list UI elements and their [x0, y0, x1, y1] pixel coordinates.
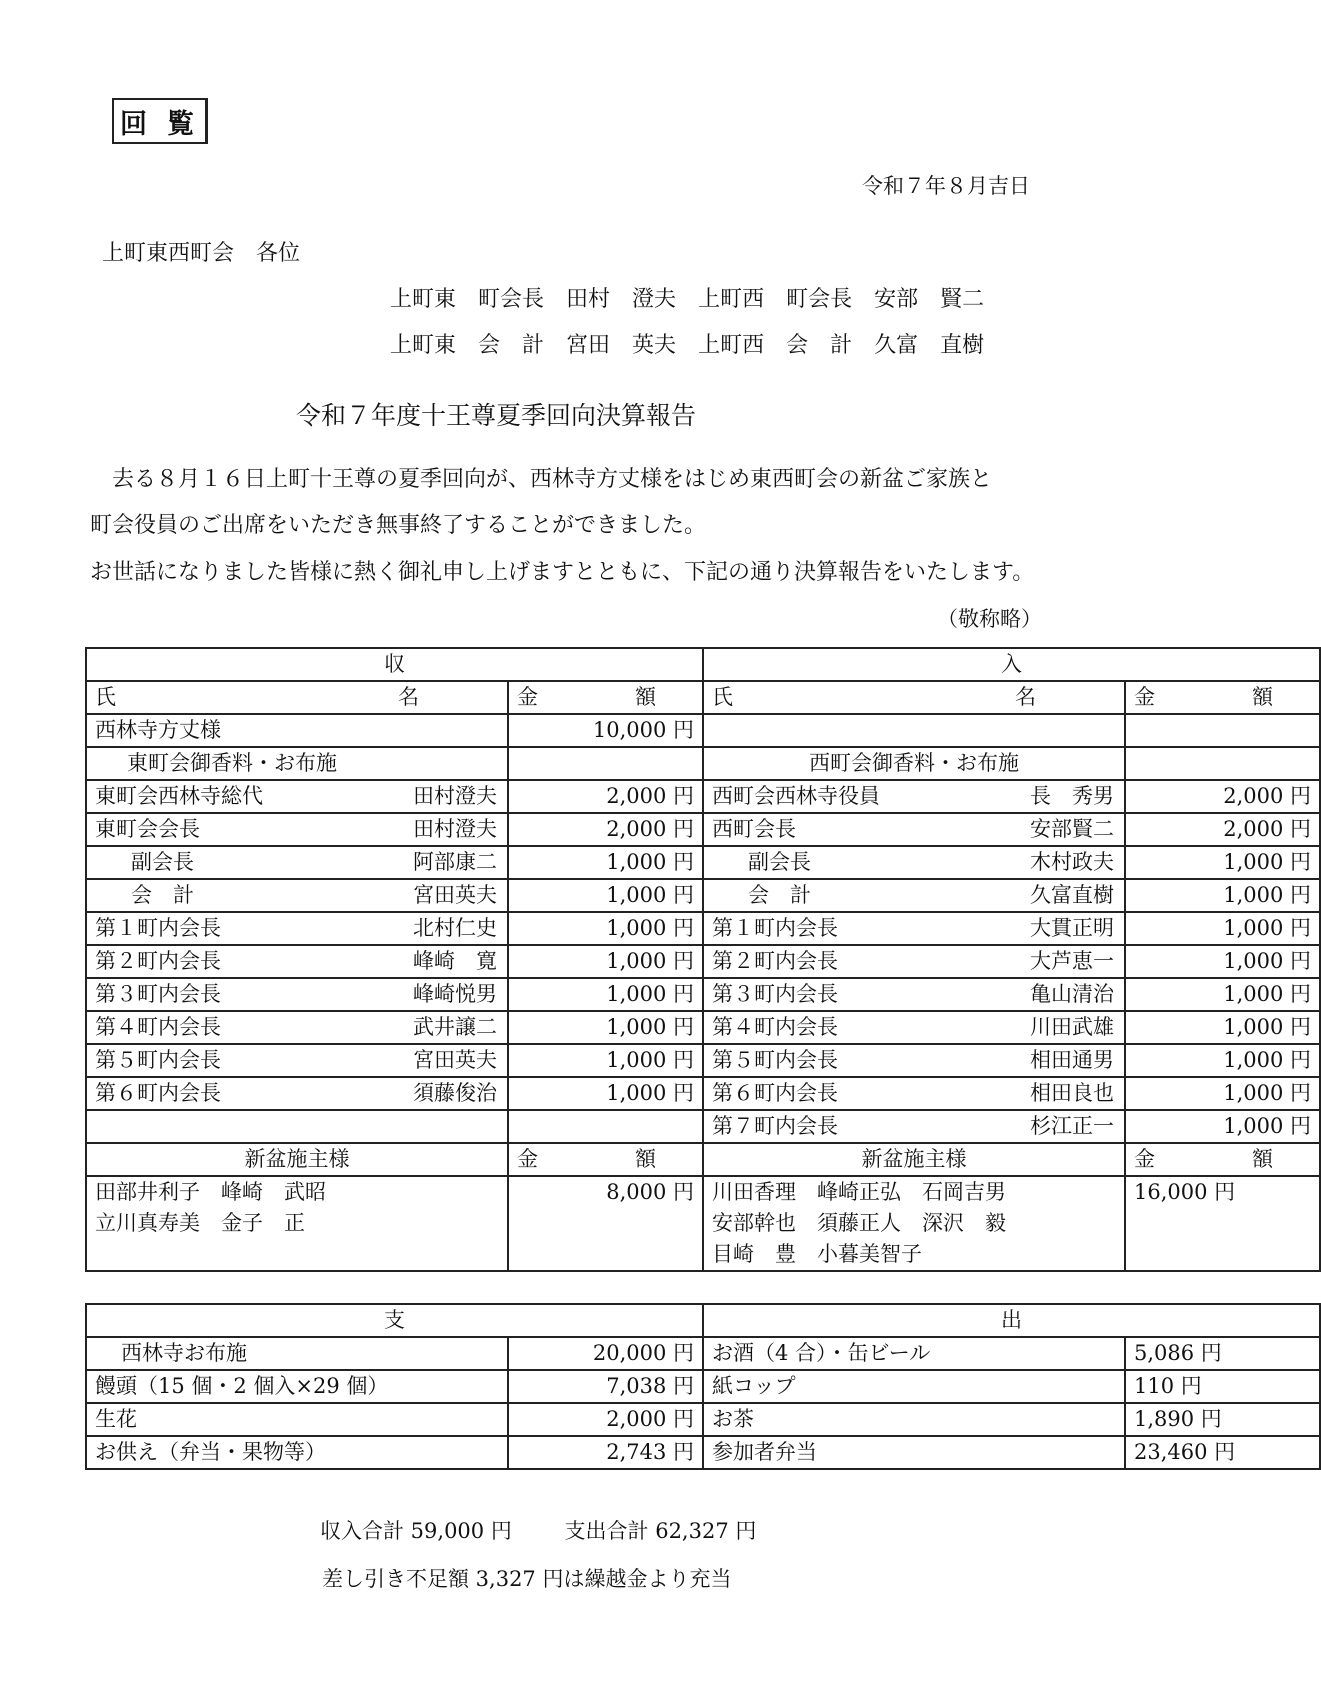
donor-role: 東町会西林寺総代 — [95, 784, 263, 808]
table-row — [86, 846, 1320, 879]
empty-cell — [1125, 747, 1320, 780]
east-donor-amount: 1,000 円 — [508, 978, 703, 1011]
west-donor-amount: 1,000 円 — [1125, 1044, 1320, 1077]
table-row — [86, 1011, 1320, 1044]
west-donor-cell — [703, 912, 1125, 945]
east-donor-amount: 1,000 円 — [508, 912, 703, 945]
table-row — [86, 1110, 1320, 1143]
sender-field: 久富 — [874, 333, 919, 358]
west-donor-cell — [703, 813, 1125, 846]
west-donor-cell — [703, 1077, 1125, 1110]
expense-item: お茶 — [703, 1403, 1125, 1436]
expense-title-left: 支 — [86, 1304, 703, 1337]
recipient: 上町東西町会 各位 — [102, 241, 301, 266]
donor-name: 田村澄夫 — [413, 784, 497, 808]
donor-role: 第３町内会長 — [95, 982, 221, 1006]
east-donor-amount: 1,000 円 — [508, 1044, 703, 1077]
east-donor-cell — [86, 846, 508, 879]
sender-field: 直樹 — [940, 333, 985, 358]
col-header-name: 氏 名 — [86, 681, 508, 714]
east-donor-amount: 2,000 円 — [508, 813, 703, 846]
expense-amount: 23,460 円 — [1125, 1436, 1320, 1469]
donor-rows — [86, 780, 1320, 1143]
sender-field: 上町西 — [698, 333, 765, 358]
donor-name: 峰崎悦男 — [413, 982, 497, 1006]
empty-cell — [508, 747, 703, 780]
empty-cell — [1125, 714, 1320, 747]
sender-field: 田村 — [566, 287, 611, 312]
donor-name: 長 秀男 — [1030, 784, 1114, 808]
donor-name: 宮田英夫 — [413, 883, 497, 907]
sender-field: 宮田 — [566, 333, 611, 358]
sender-field: 澄夫 — [632, 287, 677, 312]
expense-item: 参加者弁当 — [703, 1436, 1125, 1469]
east-donor-cell — [86, 780, 508, 813]
donor-name: 杉江正一 — [1030, 1114, 1114, 1138]
donor-name: 相田通男 — [1030, 1048, 1114, 1072]
east-donor-cell — [86, 1044, 508, 1077]
sender-field: 賢二 — [940, 287, 985, 312]
newbon-name-line: 安部幹也 須藤正人 深沢 毅 — [712, 1211, 1006, 1235]
donor-name: 宮田英夫 — [413, 1048, 497, 1072]
newbon-heading: 新盆施主様 — [703, 1143, 1125, 1176]
expense-title-row — [86, 1304, 1320, 1337]
totals-line — [320, 1515, 802, 1545]
expense-total: 支出合計 62,327 円 — [564, 1519, 757, 1543]
east-donor-amount — [508, 1110, 703, 1143]
east-donor-amount: 1,000 円 — [508, 846, 703, 879]
expense-item: お供え（弁当・果物等） — [86, 1436, 508, 1469]
sender-field: 町会長 — [786, 287, 853, 312]
sender-field: 会 計 — [478, 333, 545, 358]
donor-role: 第６町内会長 — [712, 1081, 838, 1105]
table-row — [86, 1077, 1320, 1110]
east-donor-cell — [86, 1011, 508, 1044]
donor-name: 亀山清治 — [1030, 982, 1114, 1006]
donor-role: 第６町内会長 — [95, 1081, 221, 1105]
donor-role: 第３町内会長 — [712, 982, 838, 1006]
donor-role: 西町会長 — [712, 817, 796, 841]
expense-amount: 20,000 円 — [508, 1337, 703, 1370]
west-donor-amount: 1,000 円 — [1125, 945, 1320, 978]
west-donor-amount: 1,000 円 — [1125, 846, 1320, 879]
expense-row — [86, 1403, 1320, 1436]
spacer-row — [86, 1271, 1320, 1304]
income-title-row — [86, 648, 1320, 681]
donor-role: 第５町内会長 — [712, 1048, 838, 1072]
expense-item: 生花 — [86, 1403, 508, 1436]
donor-role: 副会長 — [748, 850, 811, 874]
newbon-header-row — [86, 1143, 1320, 1176]
east-heading: 東町会御香料・お布施 — [86, 747, 508, 780]
expense-amount: 7,038 円 — [508, 1370, 703, 1403]
west-heading: 西町会御香料・お布施 — [703, 747, 1125, 780]
expense-row — [86, 1370, 1320, 1403]
expense-amount: 5,086 円 — [1125, 1337, 1320, 1370]
table-row — [86, 945, 1320, 978]
table-row — [86, 813, 1320, 846]
sender-field: 上町西 — [698, 287, 765, 312]
west-donor-cell — [703, 1044, 1125, 1077]
expense-rows — [86, 1337, 1320, 1469]
east-donor-cell — [86, 912, 508, 945]
donor-name: 峰崎 寛 — [413, 949, 497, 973]
table-row — [86, 879, 1320, 912]
expense-row — [86, 1337, 1320, 1370]
east-donor-amount: 2,000 円 — [508, 780, 703, 813]
donor-role: 第４町内会長 — [95, 1015, 221, 1039]
settlement-table — [85, 647, 1321, 1470]
west-donor-amount: 2,000 円 — [1125, 780, 1320, 813]
west-donor-cell — [703, 846, 1125, 879]
donor-role: 会 計 — [748, 883, 811, 907]
donor-role: 第４町内会長 — [712, 1015, 838, 1039]
body-line: 町会役員のご出席をいただき無事終了することができました。 — [90, 513, 707, 538]
expense-amount: 110 円 — [1125, 1370, 1320, 1403]
donor-role: 第５町内会長 — [95, 1048, 221, 1072]
donor-name: 木村政夫 — [1030, 850, 1114, 874]
donor-amount: 10,000 円 — [508, 714, 703, 747]
income-total: 収入合計 59,000 円 — [320, 1519, 512, 1543]
sender-field: 町会長 — [478, 287, 545, 312]
donor-role: 第１町内会長 — [95, 916, 221, 940]
east-donor-amount: 1,000 円 — [508, 945, 703, 978]
donor-name: 西林寺方丈様 — [86, 714, 508, 747]
east-donor-cell — [86, 1077, 508, 1110]
sender-field: 英夫 — [632, 333, 677, 358]
donor-name: 阿部康二 — [413, 850, 497, 874]
donor-name: 安部賢二 — [1030, 817, 1114, 841]
expense-item: お酒（4 合）・缶ビール — [703, 1337, 1125, 1370]
donor-name: 久富直樹 — [1030, 883, 1114, 907]
donor-name: 北村仁史 — [413, 916, 497, 940]
sender-field: 安部 — [874, 287, 919, 312]
col-header-amount: 金 額 — [1125, 681, 1320, 714]
col-header-amount: 金 額 — [508, 1143, 703, 1176]
newbon-name-line: 田部井利子 峰崎 武昭 — [95, 1180, 326, 1204]
west-donor-amount: 2,000 円 — [1125, 813, 1320, 846]
west-donor-amount: 1,000 円 — [1125, 1110, 1320, 1143]
circular-stamp: 回覧 — [112, 98, 208, 144]
table-row — [86, 912, 1320, 945]
table-row — [86, 747, 1320, 780]
empty-cell — [703, 714, 1125, 747]
east-donor-amount: 1,000 円 — [508, 1011, 703, 1044]
donor-role: 西町会西林寺役員 — [712, 784, 880, 808]
donor-role: 第１町内会長 — [712, 916, 838, 940]
west-donor-cell — [703, 879, 1125, 912]
west-donor-cell — [703, 1110, 1125, 1143]
newbon-east-amount: 8,000 円 — [508, 1176, 703, 1271]
donor-name: 大芦恵一 — [1030, 949, 1114, 973]
donor-name: 田村澄夫 — [413, 817, 497, 841]
table-row — [86, 780, 1320, 813]
east-donor-cell — [86, 879, 508, 912]
donor-name: 武井譲二 — [413, 1015, 497, 1039]
west-donor-cell — [703, 978, 1125, 1011]
west-donor-cell — [703, 1011, 1125, 1044]
donor-role: 第２町内会長 — [95, 949, 221, 973]
donor-role: 副会長 — [131, 850, 194, 874]
expense-title-right: 出 — [703, 1304, 1320, 1337]
sender-row — [390, 282, 1006, 313]
newbon-name-line: 川田香理 峰崎正弘 石岡吉男 — [712, 1180, 1006, 1204]
sender-field: 上町東 — [390, 287, 457, 312]
expense-row — [86, 1436, 1320, 1469]
west-donor-amount: 1,000 円 — [1125, 912, 1320, 945]
west-donor-cell — [703, 945, 1125, 978]
newbon-name-line: 立川真寿美 金子 正 — [95, 1211, 305, 1235]
sender-row — [390, 328, 1006, 359]
newbon-west-names — [703, 1176, 1125, 1271]
table-row — [86, 1044, 1320, 1077]
col-header-name: 氏 名 — [703, 681, 1125, 714]
west-donor-cell — [703, 780, 1125, 813]
col-header-amount: 金 額 — [508, 681, 703, 714]
report-title: 令和７年度十王尊夏季回向決算報告 — [296, 401, 697, 430]
donor-name: 相田良也 — [1030, 1081, 1114, 1105]
newbon-east-names — [86, 1176, 508, 1271]
sender-field: 上町東 — [390, 333, 457, 358]
expense-item: 紙コップ — [703, 1370, 1125, 1403]
donor-role: 東町会会長 — [95, 817, 200, 841]
donor-name: 大貫正明 — [1030, 916, 1114, 940]
expense-amount: 2,000 円 — [508, 1403, 703, 1436]
west-donor-amount: 1,000 円 — [1125, 1011, 1320, 1044]
donor-name: 川田武雄 — [1030, 1015, 1114, 1039]
expense-item: 西林寺お布施 — [86, 1337, 508, 1370]
shortfall-note: 差し引き不足額 3,327 円は繰越金より充当 — [322, 1567, 732, 1591]
donor-name: 須藤俊治 — [413, 1081, 497, 1105]
body-line: お世話になりました皆様に熱く御礼申し上げますとともに、下記の通り決算報告をいたします。 — [90, 560, 1035, 585]
east-donor-cell — [86, 978, 508, 1011]
table-row — [86, 714, 1320, 747]
east-donor-amount: 1,000 円 — [508, 1077, 703, 1110]
income-title-right: 入 — [703, 648, 1320, 681]
income-title-left: 収 — [86, 648, 703, 681]
expense-item: 饅頭（15 個・2 個入×29 個） — [86, 1370, 508, 1403]
east-donor-cell — [86, 945, 508, 978]
east-donor-cell — [86, 813, 508, 846]
newbon-row — [86, 1176, 1320, 1271]
east-donor-cell — [86, 1110, 508, 1143]
west-donor-amount: 1,000 円 — [1125, 1077, 1320, 1110]
expense-amount: 1,890 円 — [1125, 1403, 1320, 1436]
expense-amount: 2,743 円 — [508, 1436, 703, 1469]
sender-field: 会 計 — [786, 333, 853, 358]
donor-role: 会 計 — [131, 883, 194, 907]
col-header-amount: 金 額 — [1125, 1143, 1320, 1176]
newbon-west-amount: 16,000 円 — [1125, 1176, 1320, 1271]
west-donor-amount: 1,000 円 — [1125, 978, 1320, 1011]
body-line: 去る８月１６日上町十王尊の夏季回向が、西林寺方丈様をはじめ東西町会の新盆ご家族と — [90, 467, 993, 492]
east-donor-amount: 1,000 円 — [508, 879, 703, 912]
donor-role: 第２町内会長 — [712, 949, 838, 973]
issue-date: 令和７年８月吉日 — [862, 174, 1030, 198]
table-row — [86, 978, 1320, 1011]
donor-role: 第７町内会長 — [712, 1114, 838, 1138]
newbon-heading: 新盆施主様 — [86, 1143, 508, 1176]
newbon-name-line: 目崎 豊 小暮美智子 — [712, 1242, 922, 1266]
column-header-row — [86, 681, 1320, 714]
honorific-note: （敬称略） — [937, 607, 1042, 631]
west-donor-amount: 1,000 円 — [1125, 879, 1320, 912]
